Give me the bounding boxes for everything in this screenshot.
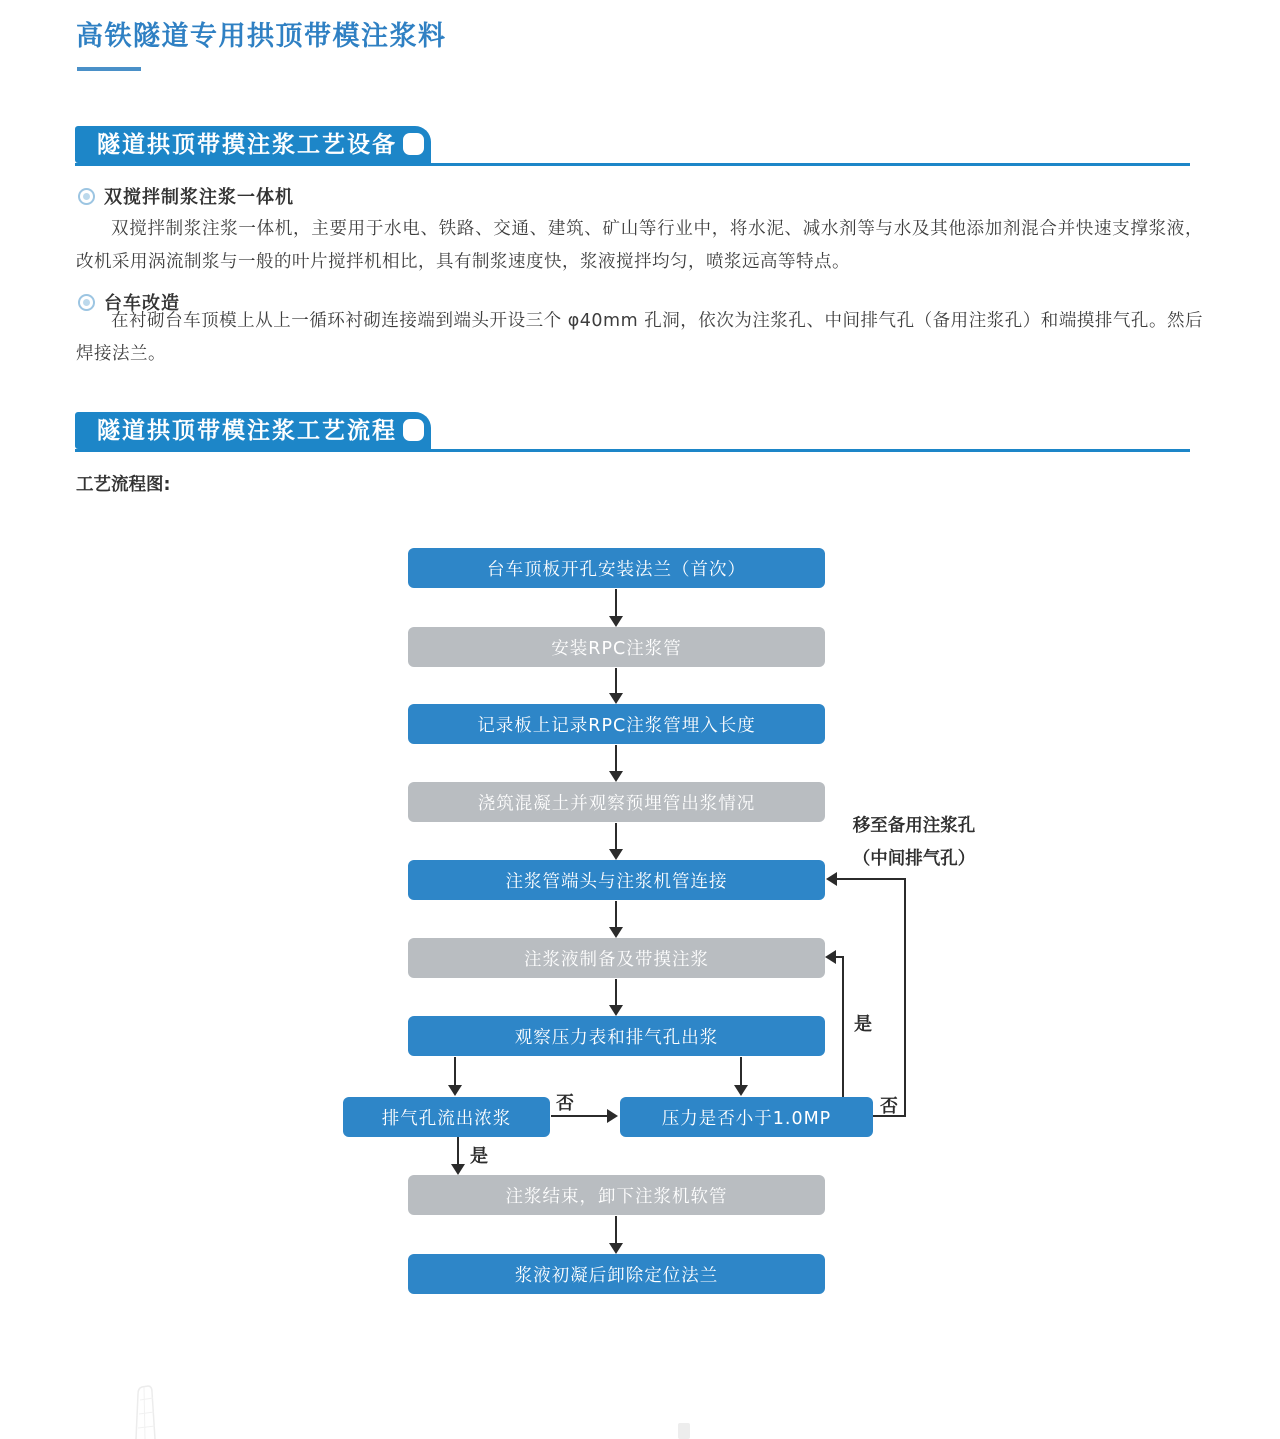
- arrowhead-down-icon: [448, 1085, 462, 1096]
- feedback-line-yes: [842, 956, 844, 1097]
- section-heading-process: 隧道拱顶带模注浆工艺流程: [97, 418, 397, 444]
- arrow-line: [615, 979, 617, 1005]
- arrow-line: [615, 823, 617, 849]
- arrowhead-down-icon: [451, 1164, 465, 1175]
- arrow-line: [457, 1137, 459, 1164]
- flow-step-remove-flange: 浆液初凝后卸除定位法兰: [408, 1254, 825, 1294]
- flow-step-install-rpc-pipe: 安装RPC注浆管: [408, 627, 825, 667]
- arrow-line: [551, 1115, 607, 1117]
- watermark-building-sketch: [122, 1384, 174, 1439]
- flow-step-prepare-grout: 注浆液制备及带摸注浆: [408, 938, 825, 978]
- label-feedback-yes: 是: [854, 1014, 872, 1035]
- bullet-heading-mixer: 双搅拌制浆注浆一体机: [104, 187, 294, 208]
- arrow-line: [615, 901, 617, 927]
- arrowhead-left-icon: [825, 950, 836, 964]
- flow-step-vent-thick-grout: 排气孔流出浓浆: [343, 1097, 550, 1137]
- feedback-line-yes: [836, 956, 844, 958]
- feedback-line-no: [904, 878, 906, 1117]
- arrowhead-down-icon: [609, 616, 623, 627]
- arrow-line: [454, 1057, 456, 1085]
- arrow-line: [740, 1057, 742, 1085]
- arrowhead-down-icon: [609, 693, 623, 704]
- bullet-heading-trolley: 台车改造: [104, 293, 180, 314]
- feedback-annotation-line2: （中间排气孔）: [852, 849, 976, 869]
- feedback-annotation: [836, 810, 992, 876]
- page-bottom-smudge: [678, 1423, 690, 1439]
- arrowhead-down-icon: [609, 927, 623, 938]
- arrowhead-down-icon: [609, 1243, 623, 1254]
- flow-step-pour-concrete: 浇筑混凝土并观察预埋管出浆情况: [408, 782, 825, 822]
- label-branch-yes: 是: [470, 1146, 488, 1167]
- paragraph-trolley: 在衬砌台车顶模上从上一循环衬砌连接端到端头开设三个 φ40mm 孔洞，依次为注浆孔、中间排气孔（备用注浆孔）和端摸排气孔。然后焊接法兰。: [76, 311, 1203, 364]
- flow-step-finish-remove-hose: 注浆结束，卸下注浆机软管: [408, 1175, 825, 1215]
- flow-step-connect-pipe: 注浆管端头与注浆机管连接: [408, 860, 825, 900]
- section-heading-equipment: 隧道拱顶带摸注浆工艺设备: [97, 132, 397, 158]
- arrow-line: [615, 745, 617, 771]
- label-feedback-no: 否: [880, 1096, 898, 1117]
- flowchart-caption: 工艺流程图:: [76, 475, 171, 495]
- paragraph-mixer: 双搅拌制浆注浆一体机，主要用于水电、铁路、交通、建筑、矿山等行业中，将水泥、减水剂等与水及其他添加剂混合并快速支撑浆液，改机采用涡流制浆与一般的叶片搅拌机相比，具有制浆速度快，浆液搅拌均匀，喷浆远高等特点。: [76, 219, 1203, 272]
- arrowhead-down-icon: [609, 849, 623, 860]
- arrowhead-down-icon: [734, 1085, 748, 1096]
- page-title: 高铁隧道专用拱顶带模注浆料: [76, 21, 447, 52]
- arrowhead-down-icon: [609, 1005, 623, 1016]
- flow-step-record-length: 记录板上记录RPC注浆管埋入长度: [408, 704, 825, 744]
- flow-step-observe-gauge: 观察压力表和排气孔出浆: [408, 1016, 825, 1056]
- arrow-line: [615, 589, 617, 616]
- flow-step-drill-flange: 台车顶板开孔安装法兰（首次）: [408, 548, 825, 588]
- feedback-line-no: [836, 878, 906, 880]
- arrowhead-right-icon: [607, 1109, 618, 1123]
- arrow-line: [615, 1216, 617, 1243]
- arrowhead-down-icon: [609, 771, 623, 782]
- arrow-line: [615, 668, 617, 693]
- flow-step-pressure-check: 压力是否小于1.0MP: [620, 1097, 873, 1137]
- feedback-annotation-line1: 移至备用注浆孔: [852, 816, 976, 836]
- label-branch-no: 否: [556, 1093, 574, 1114]
